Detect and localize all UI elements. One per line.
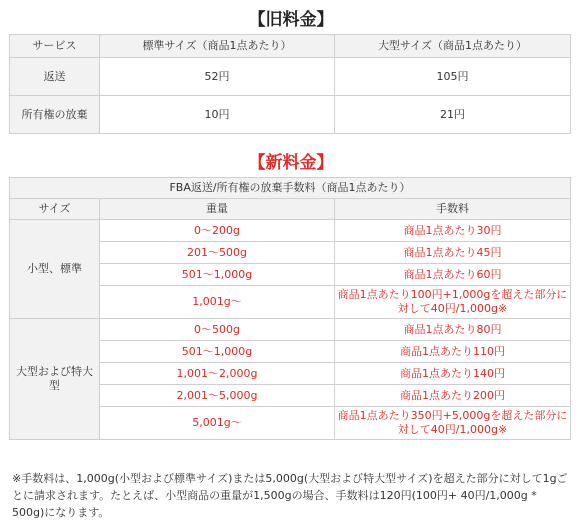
fee-value: 商品1点あたり350円+5,000gを超えた部分に対して40円/1,000g※	[335, 407, 571, 440]
new-fee-heading: 【新料金】	[248, 153, 334, 173]
new-table-caption: FBA返送/所有権の放棄手数料（商品1点あたり）	[10, 178, 571, 199]
fee-value: 商品1点あたり200円	[335, 385, 571, 407]
old-standard-fee: 52円	[100, 58, 335, 96]
weight-range: 1,001g～	[100, 286, 335, 319]
table-row	[10, 96, 571, 134]
old-oversize-fee: 21円	[335, 96, 571, 134]
old-header-standard: 標準サイズ（商品1点あたり）	[100, 35, 335, 58]
weight-range: 201～500g	[100, 242, 335, 264]
old-oversize-fee: 105円	[335, 58, 571, 96]
fee-value: 商品1点あたり140円	[335, 363, 571, 385]
weight-range: 1,001～2,000g	[100, 363, 335, 385]
new-header-size: サイズ	[10, 199, 100, 220]
size-group-label: 大型および特大型	[10, 319, 100, 440]
weight-range: 2,001～5,000g	[100, 385, 335, 407]
weight-range: 0～200g	[100, 220, 335, 242]
weight-range: 501～1,000g	[100, 264, 335, 286]
new-header-weight: 重量	[100, 199, 335, 220]
fee-value: 商品1点あたり45円	[335, 242, 571, 264]
new-header-fee: 手数料	[335, 199, 571, 220]
fee-value: 商品1点あたり100円+1,000gを超えた部分に対して40円/1,000g※	[335, 286, 571, 319]
old-header-service: サービス	[10, 35, 100, 58]
new-fee-table	[9, 177, 571, 440]
old-fee-heading: 【旧料金】	[248, 10, 334, 30]
fee-value: 商品1点あたり30円	[335, 220, 571, 242]
old-fee-table	[9, 34, 571, 134]
table-row	[10, 58, 571, 96]
old-header-oversize: 大型サイズ（商品1点あたり）	[335, 35, 571, 58]
table-row	[10, 220, 571, 242]
footnote: ※手数料は、1,000g(小型および標準サイズ)または5,000g(大型および特大型サイズ)を超えた部分に対して1gごとに請求されます。たとえば、小型商品の重量が1,500gの場合、手数料は120円(100円+ 40円/1,000g * 500g)になります。	[12, 472, 568, 519]
fee-value: 商品1点あたり110円	[335, 341, 571, 363]
table-row	[10, 319, 571, 341]
weight-range: 5,001g～	[100, 407, 335, 440]
old-row-label: 返送	[10, 58, 100, 96]
weight-range: 0～500g	[100, 319, 335, 341]
fee-value: 商品1点あたり60円	[335, 264, 571, 286]
old-row-label: 所有権の放棄	[10, 96, 100, 134]
old-standard-fee: 10円	[100, 96, 335, 134]
size-group-label: 小型、標準	[10, 220, 100, 319]
fee-value: 商品1点あたり80円	[335, 319, 571, 341]
weight-range: 501～1,000g	[100, 341, 335, 363]
